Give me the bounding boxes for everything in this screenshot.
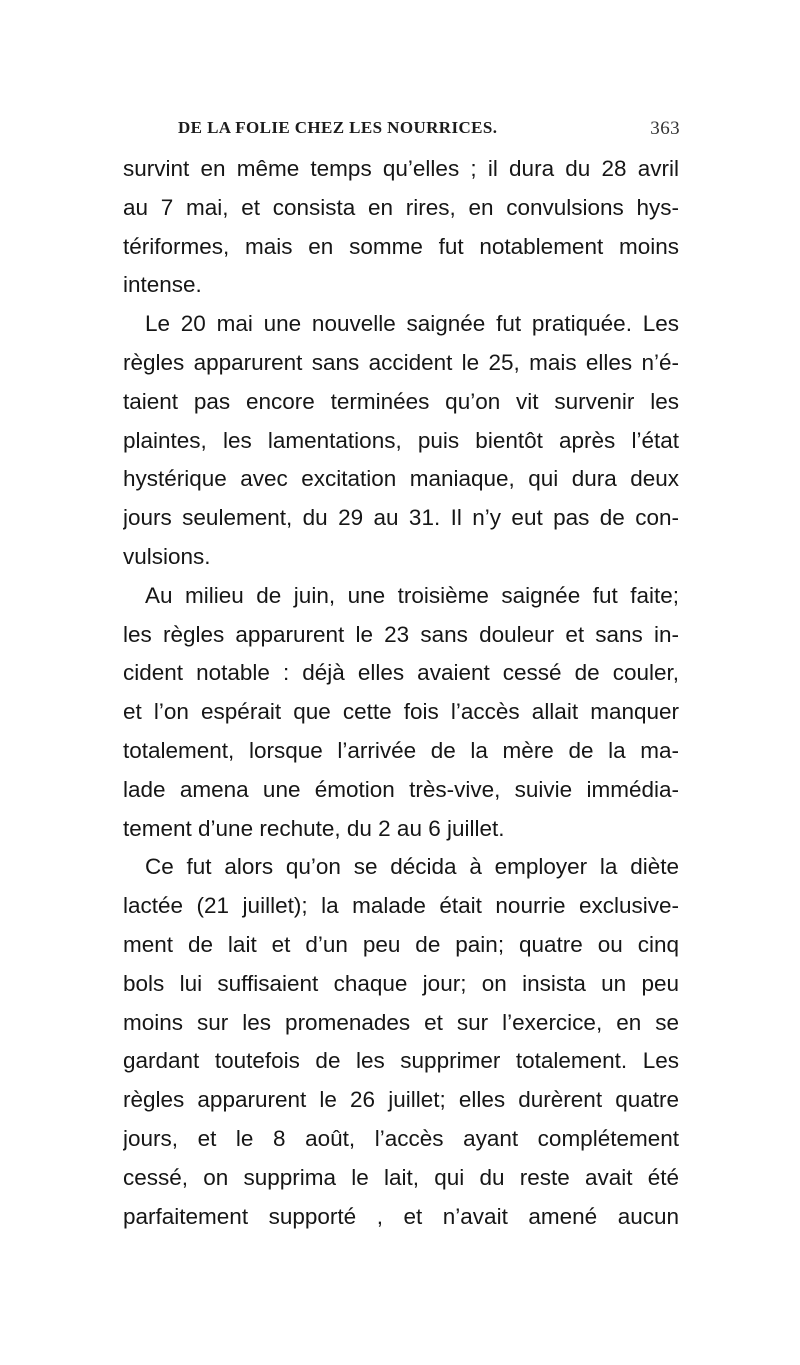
text-line: au 7 mai, et consista en rires, en convulsions hys- — [123, 194, 679, 220]
text-line: lade amena une émotion très-vive, suivie immédia- — [123, 776, 679, 802]
text-line: ment de lait et d’un peu de pain; quatre ou cinq — [123, 931, 679, 957]
text-line: jours seulement, du 29 au 31. Il n’y eut pas de con- — [123, 505, 679, 531]
text-line: tement d’une rechute, du 2 au 6 juillet. — [123, 815, 505, 841]
text-line: totalement, lorsque l’arrivée de la mère de la ma- — [123, 737, 679, 763]
text-line: tériformes, mais en somme fut notablement moins — [123, 233, 679, 259]
text-line: bols lui suffisaient chaque jour; on insista un peu — [123, 970, 679, 996]
text-line: règles apparurent sans accident le 25, mais elles n’é- — [123, 349, 679, 375]
text-line: parfaitement supporté , et n’avait amené aucun — [123, 1203, 679, 1229]
body-text — [123, 150, 679, 1236]
running-title: DE LA FOLIE CHEZ LES NOURRICES. — [178, 118, 498, 137]
text-line: plaintes, les lamentations, puis bientôt après l’état — [123, 427, 679, 453]
text-line: moins sur les promenades et sur l’exercice, en se — [123, 1009, 679, 1035]
text-line: Ce fut alors qu’on se décida à employer la diète — [145, 854, 679, 880]
text-line: les règles apparurent le 23 sans douleur et sans in- — [123, 621, 679, 647]
text-line: règles apparurent le 26 juillet; elles durèrent quatre — [123, 1087, 679, 1113]
text-line: et l’on espérait que cette fois l’accès allait manquer — [123, 699, 679, 725]
text-line: lactée (21 juillet); la malade était nourrie exclusive- — [123, 893, 679, 919]
text-line: intense. — [123, 272, 202, 298]
text-line: vulsions. — [123, 543, 211, 569]
text-line: hystérique avec excitation maniaque, qui dura deux — [123, 466, 679, 492]
text-line: cessé, on supprima le lait, qui du reste avait été — [123, 1164, 679, 1190]
text-line: gardant toutefois de les supprimer totalement. Les — [123, 1048, 679, 1074]
running-head — [178, 118, 680, 142]
text-line: jours, et le 8 août, l’accès ayant complétement — [123, 1125, 679, 1151]
text-line: Au milieu de juin, une troisième saignée fut faite; — [145, 582, 679, 608]
text-line: cident notable : déjà elles avaient cessé de couler, — [123, 660, 679, 686]
text-line: survint en même temps qu’elles ; il dura du 28 avril — [123, 156, 679, 181]
page-number: 363 — [650, 118, 680, 139]
text-line: Le 20 mai une nouvelle saignée fut pratiquée. Les — [145, 311, 679, 337]
text-line: taient pas encore terminées qu’on vit survenir les — [123, 388, 679, 414]
